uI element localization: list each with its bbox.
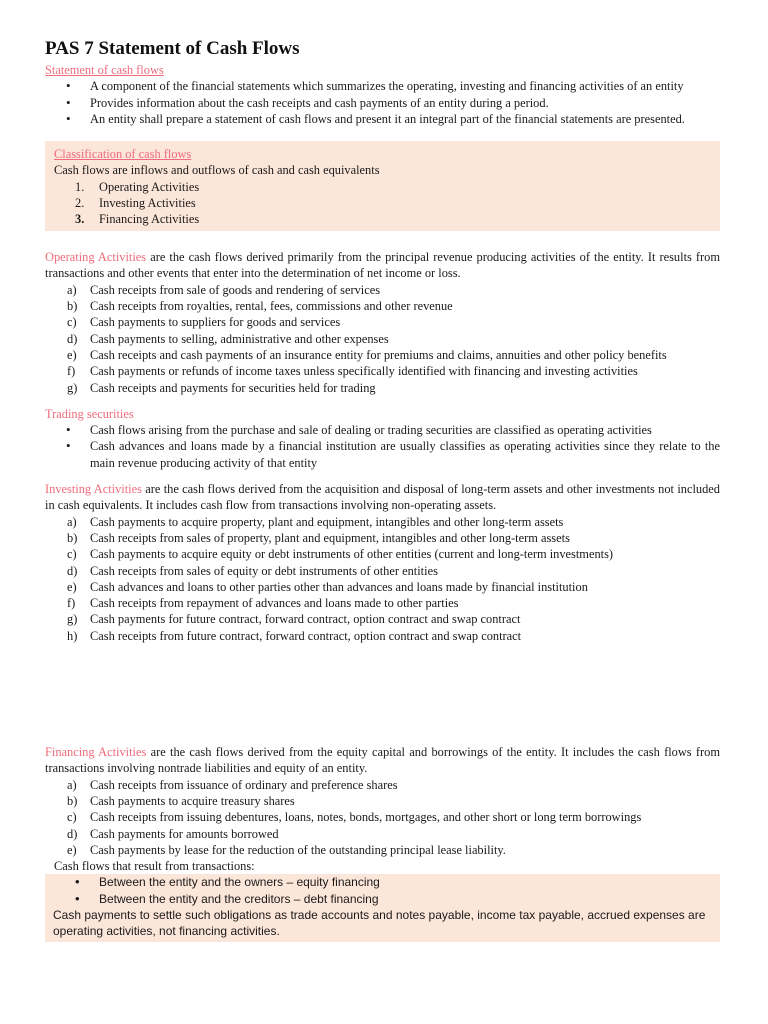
list-item (45, 595, 720, 611)
list-marker: g) (67, 380, 78, 395)
list-marker: e) (67, 579, 77, 594)
operating-definition-text: are the cash flows derived primarily from the principal revenue producing activities of the entity. It results from transactions and other events that enter into the determination of net income or loss. (45, 250, 721, 281)
list-item-text: Cash payments by lease for the reduction of the outstanding principal lease liability. (90, 842, 506, 857)
list-item (45, 530, 720, 546)
list-marker: a) (67, 282, 77, 297)
transactions-bullets (53, 874, 716, 907)
list-item: • Provides information about the cash receipts and cash payments of an entity during a period. (45, 95, 720, 111)
list-item-text: Cash payments to selling, administrative and other expenses (90, 331, 389, 346)
list-item (45, 347, 720, 363)
list-item (45, 809, 720, 825)
investing-list (45, 514, 720, 644)
list-item-text: Cash payments to suppliers for goods and services (90, 315, 341, 330)
financing-note-box (45, 874, 720, 941)
list-item-text: Cash receipts and cash payments of an insurance entity for premiums and claims, annuities and other policy benefits (90, 347, 667, 362)
list-item-text: Cash receipts from royalties, rental, fees, commissions and other revenue (90, 299, 453, 314)
trading-section (45, 406, 720, 471)
list-marker: a) (67, 514, 77, 529)
list-item (54, 179, 711, 195)
list-item (45, 282, 720, 298)
list-item-label: Operating Activities (99, 179, 200, 194)
list-marker: f) (67, 364, 76, 379)
list-item-text: Cash receipts from repayment of advances and loans made to other parties (90, 596, 459, 611)
classification-intro: Cash flows are inflows and outflows of cash and cash equivalents (54, 163, 380, 178)
list-marker: 2. (75, 196, 85, 211)
financing-section (45, 744, 720, 942)
financing-note: Cash payments to settle such obligations as trade accounts and notes payable, income tax payable, accrued expenses are operating activities, not financing activities. (53, 907, 706, 939)
investing-term: Investing Activities (45, 482, 142, 497)
financing-definition (45, 744, 720, 777)
list-item: • Cash advances and loans made by a financial institution are usually classifies as operating activities since they relate to the main revenue producing activity of that entity (45, 438, 720, 471)
list-item (45, 826, 720, 842)
list-marker: e) (67, 347, 77, 362)
list-item (54, 195, 711, 211)
transactions-intro: Cash flows that result from transactions: (54, 859, 255, 874)
list-item-text: Cash advances and loans to other parties other than advances and loans made by financial institution (90, 579, 588, 594)
list-item-text: Cash receipts from sale of goods and rendering of services (90, 282, 381, 297)
statement-bullets (45, 78, 720, 127)
operating-list (45, 282, 720, 396)
list-item-text: Cash receipts and payments for securities held for trading (90, 380, 376, 395)
list-item: • A component of the financial statements which summarizes the operating, investing and financing activities of an entity (45, 78, 720, 94)
list-item-text: Cash receipts from issuing debentures, loans, notes, bonds, mortgages, and other short or long term borrowings (90, 810, 642, 825)
list-item (54, 211, 711, 227)
list-marker: d) (67, 331, 78, 346)
list-item-label: Investing Activities (99, 196, 196, 211)
list-item (45, 563, 720, 579)
operating-definition (45, 249, 720, 282)
list-item-text: Cash payments to acquire treasury shares (90, 793, 295, 808)
list-item-text: Cash payments or refunds of income taxes unless specifically identified with financing and investing activities (90, 364, 638, 379)
trading-heading: Trading securities (45, 406, 134, 421)
classification-heading: Classification of cash flows (54, 147, 192, 162)
list-item (45, 628, 720, 644)
list-marker: d) (67, 563, 78, 578)
list-marker: f) (67, 596, 76, 611)
list-item-text: Cash payments for amounts borrowed (90, 826, 279, 841)
list-marker: c) (67, 547, 77, 562)
list-item-text: Cash receipts from sales of property, plant and equipment, intangibles and other long-term assets (90, 530, 570, 545)
list-marker: d) (67, 826, 78, 841)
list-item-text: Cash receipts from issuance of ordinary and preference shares (90, 777, 398, 792)
list-marker: g) (67, 612, 78, 627)
list-marker: b) (67, 299, 78, 314)
list-item-text: Cash receipts from future contract, forward contract, option contract and swap contract (90, 628, 522, 643)
financing-definition-text: are the cash flows derived from the equity capital and borrowings of the entity. It includes the cash flows from transactions involving nontrade liabilities and equity of an entity. (45, 745, 720, 776)
list-item-text: Cash payments to acquire property, plant and equipment, intangibles and other long-term assets (90, 514, 564, 529)
list-item-text: Cash payments for future contract, forward contract, option contract and swap contract (90, 612, 521, 627)
list-marker: b) (67, 530, 78, 545)
list-item-text: Cash receipts from sales of equity or debt instruments of other entities (90, 563, 438, 578)
list-item (45, 777, 720, 793)
list-item (45, 363, 720, 379)
list-marker: c) (67, 315, 77, 330)
classification-list (54, 179, 711, 228)
list-item-text: Cash payments to acquire equity or debt instruments of other entities (current and long-term investments) (90, 547, 614, 562)
investing-definition (45, 481, 720, 514)
list-item (45, 579, 720, 595)
trading-bullets (45, 422, 720, 471)
list-item (45, 298, 720, 314)
list-item (45, 546, 720, 562)
list-marker: 3. (75, 212, 85, 227)
list-item: • Between the entity and the creditors – debt financing (53, 891, 716, 907)
list-marker: 1. (75, 179, 85, 194)
operating-term: Operating Activities (45, 250, 147, 265)
list-marker: a) (67, 777, 77, 792)
list-item: • An entity shall prepare a statement of cash flows and present it an integral part of the financial statements are presented. (45, 111, 720, 127)
list-item (45, 514, 720, 530)
list-marker: b) (67, 793, 78, 808)
financing-list (45, 777, 720, 858)
list-item: • Between the entity and the owners – equity financing (53, 874, 716, 890)
page-title: PAS 7 Statement of Cash Flows (45, 38, 300, 59)
list-item (45, 314, 720, 330)
investing-section (45, 481, 720, 644)
investing-definition-text: are the cash flows derived from the acquisition and disposal of long-term assets and other investments not included in cash equivalents. It includes cash flow from transactions involving non-operating assets. (45, 482, 720, 513)
list-item (45, 380, 720, 396)
list-item: • Cash flows arising from the purchase and sale of dealing or trading securities are classified as operating activities (45, 422, 720, 438)
list-item (45, 611, 720, 627)
financing-term: Financing Activities (45, 745, 147, 760)
operating-section (45, 249, 720, 396)
statement-heading: Statement of cash flows (45, 63, 164, 77)
statement-section (45, 62, 720, 127)
list-item (45, 331, 720, 347)
document-page (45, 38, 720, 942)
list-marker: e) (67, 842, 77, 857)
classification-box (45, 141, 720, 231)
list-item (45, 793, 720, 809)
list-marker: h) (67, 628, 78, 643)
list-marker: c) (67, 810, 77, 825)
list-item (45, 842, 720, 858)
list-item-label: Financing Activities (99, 212, 200, 227)
